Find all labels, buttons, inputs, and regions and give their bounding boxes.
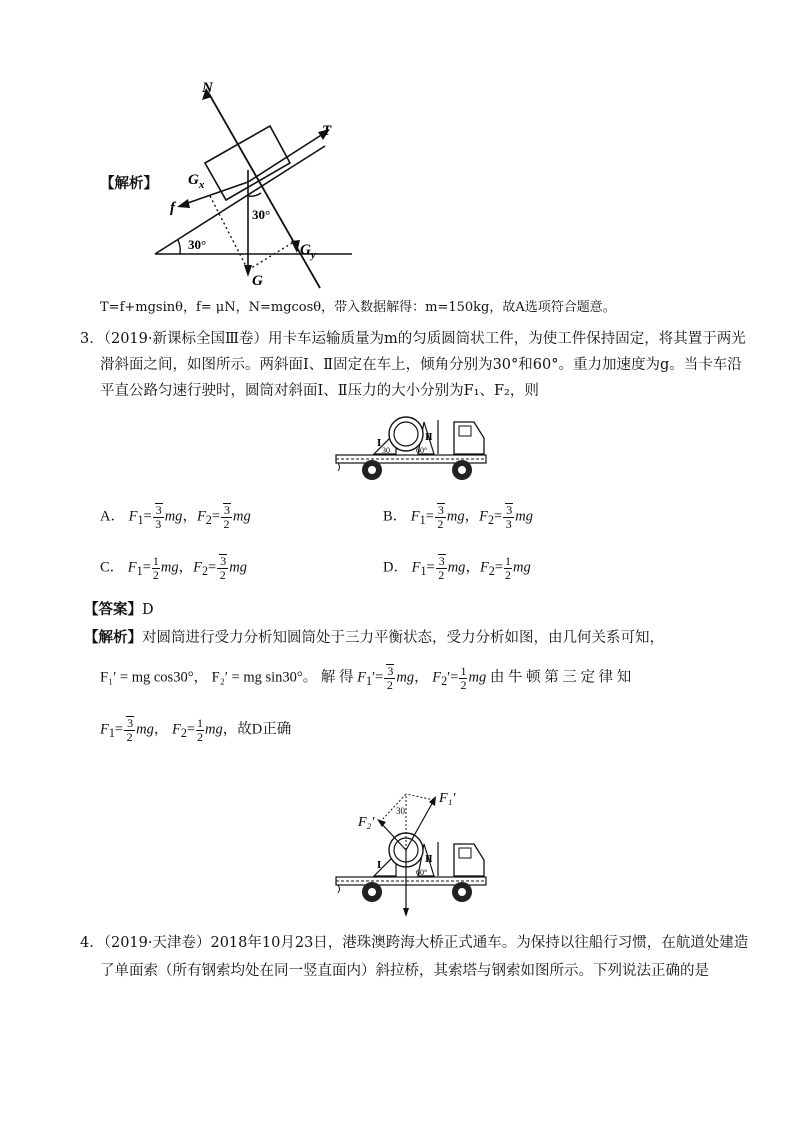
conclusion-text: ，故D正确 xyxy=(222,721,292,738)
fig3-angle-60: 60° xyxy=(416,868,428,877)
fig3-slope-2: Ⅱ xyxy=(425,854,433,864)
jiexi-label-1: 【解析】 xyxy=(100,175,158,192)
fig3-slope-1: Ⅰ xyxy=(377,860,382,870)
angle-arc-bottom xyxy=(178,240,180,254)
label-angle-top: 30° xyxy=(252,207,271,222)
label-gy: $G_y$ xyxy=(300,242,316,261)
get-label: 解 得 xyxy=(320,669,354,686)
option-d-letter: D． xyxy=(383,559,408,576)
q3-line-3: 平直公路匀速行驶时，圆筒对斜面Ⅰ、Ⅱ压力的大小分别为F₁、F₂，则 xyxy=(100,383,539,399)
label-angle-bottom: 30° xyxy=(188,237,207,252)
eq-f1-prime: F₁′ = mg cos30°， xyxy=(100,669,208,686)
explain-line-3: $F_1=$ $\frac{3}{2}$ mg， $F_2=$ $\frac{1}{2}$ mg，故D正确 xyxy=(100,715,292,744)
q3-line-2: 滑斜面之间，如图所示。两斜面Ⅰ、Ⅱ固定在车上，倾角分别为30°和60°。重力加速度为g。当卡车沿 xyxy=(100,357,742,373)
newton-text: 由 牛 顿 第 三 定 律 知 xyxy=(489,669,632,686)
label-f: f xyxy=(170,200,175,216)
option-a[interactable]: A． $F_1=$ $\frac{3}{3}$ mg，$F_2=$ $\frac{3}{2}$ mg xyxy=(100,503,251,531)
truck-slope-1: Ⅰ xyxy=(377,438,382,448)
explain-line-2: F₁′ = mg cos30°， F₂′ = mg sin30°。 解 得 $F_1'=$ $\frac{3}{2}$ mg， $F_2'=$ $\frac{1}{2}$ mg 由 牛 顿 第 三 定 律 知 xyxy=(100,663,632,692)
fig3-angle-30: 30 xyxy=(396,806,405,816)
truck-force-figure xyxy=(334,782,509,918)
label-n: N xyxy=(202,80,213,96)
label-g: G xyxy=(252,273,263,289)
truck-slope-2: Ⅱ xyxy=(425,432,433,442)
truck-angle-1: 30 xyxy=(382,446,390,455)
incline-force-diagram xyxy=(150,78,360,290)
t-arrow xyxy=(248,132,326,182)
truck-angle-2: 60° xyxy=(416,446,428,455)
incline-line xyxy=(155,146,325,254)
answer-value: D xyxy=(142,602,154,618)
eq-f2-prime: F₂′ = mg sin30°。 xyxy=(211,669,318,686)
jiexi-label-2: 【解析】 xyxy=(84,629,142,646)
answer-row xyxy=(84,600,154,620)
option-c[interactable]: C． $F_1=$ $\frac{1}{2}$ mg，$F_2=$ $\frac{3}{2}$ mg xyxy=(100,553,247,582)
truck-figure xyxy=(334,408,494,486)
formula-line-1: T=f+mgsinθ，f= μN，N=mgcosθ，带入数据解得：m=150kg，故A选项符合题意。 xyxy=(100,300,616,315)
q4-line-2: 了单面索（所有钢索均处在同一竖直面内）斜拉桥，其索塔与钢索如图所示。下列说法正确的是 xyxy=(100,963,709,979)
option-c-letter: C． xyxy=(100,559,125,576)
option-d[interactable]: D． $F_1=$ $\frac{3}{2}$ mg，$F_2=$ $\frac{1}{2}$ mg xyxy=(383,553,531,582)
option-a-letter: A． xyxy=(100,508,125,525)
option-b-letter: B． xyxy=(383,508,408,525)
fig3-label-f2p: F₂′ xyxy=(358,815,375,830)
answer-label: 【答案】 xyxy=(84,601,142,618)
explain-line-1: 【解析】对圆筒进行受力分析知圆筒处于三力平衡状态，受力分析如图，由几何关系可知， xyxy=(84,629,664,646)
option-b[interactable]: B． $F_1=$ $\frac{3}{2}$ mg，$F_2=$ $\frac{3}{3}$ mg xyxy=(383,503,533,531)
fig3-label-f1p: F₁′ xyxy=(439,791,456,806)
label-t: T xyxy=(322,123,332,139)
label-gx: $G_x$ xyxy=(188,172,205,191)
dotted-line-2 xyxy=(248,243,292,270)
q3-line-1: 3．（2019·新课标全国Ⅲ卷）用卡车运输质量为m的匀质圆筒状工件，为使工件保持固定，将其置于两光 xyxy=(80,331,746,347)
q4-line-1: 4．（2019·天津卷）2018年10月23日，港珠澳跨海大桥正式通车。为保持以往船行习惯，在航道处建造 xyxy=(80,935,749,951)
